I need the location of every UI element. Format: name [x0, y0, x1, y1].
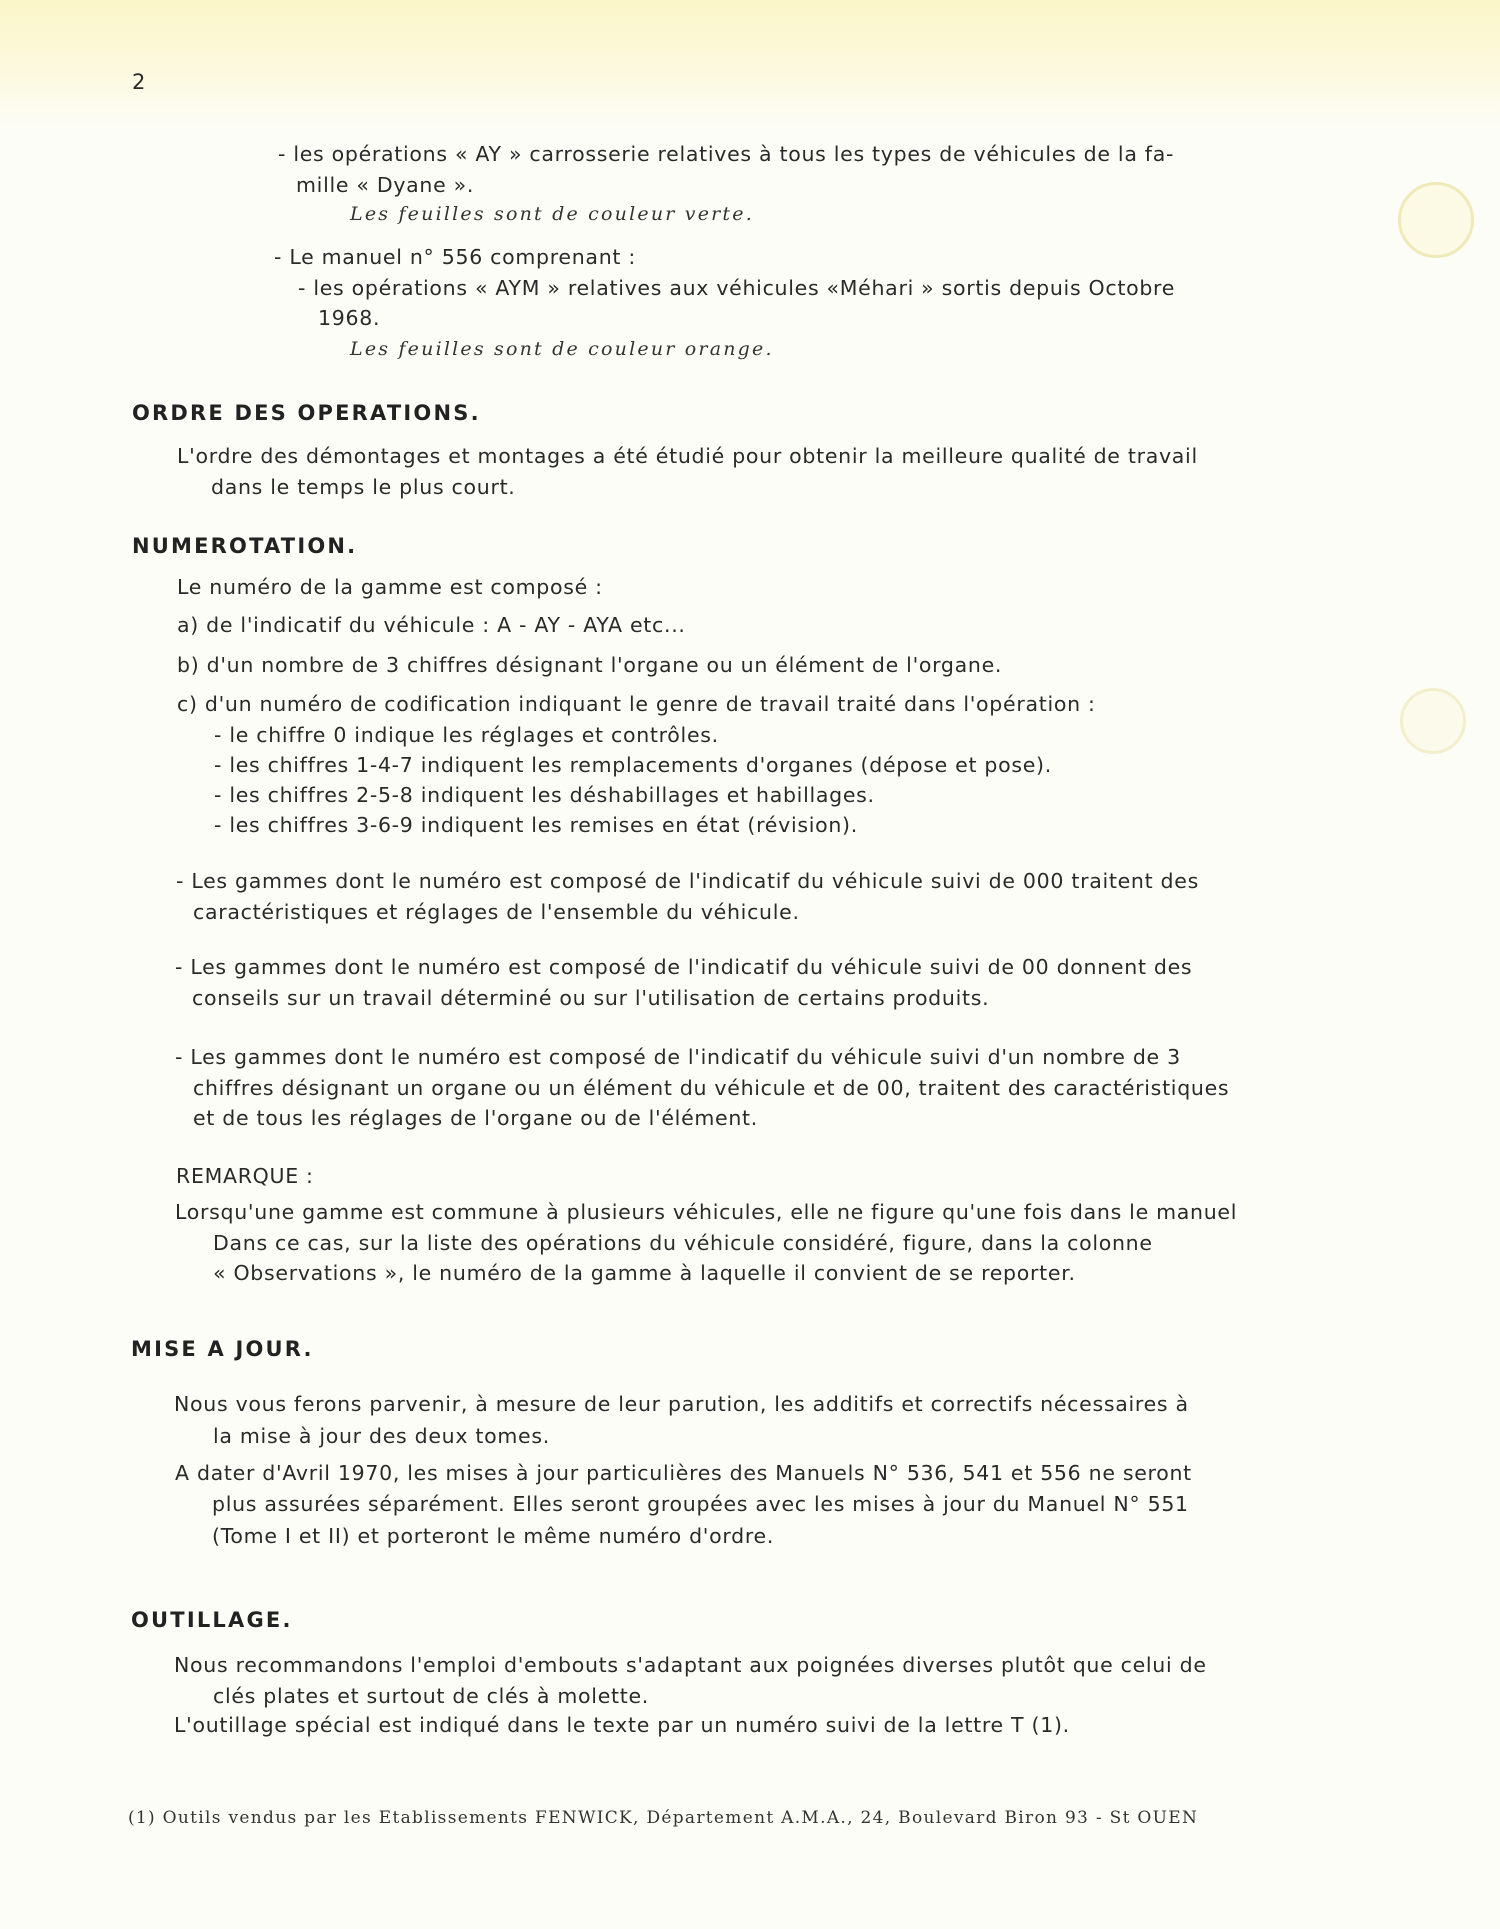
sub-list-item: - le chiffre 0 indique les réglages et contrôles.: [214, 723, 719, 747]
list-item-a: a) de l'indicatif du véhicule : A - AY - AYA etc...: [177, 613, 686, 637]
paragraph-line: et de tous les réglages de l'organe ou de l'élément.: [193, 1106, 759, 1130]
section-heading-numerotation: NUMEROTATION.: [132, 534, 358, 558]
paragraph-line: caractéristiques et réglages de l'ensemble du véhicule.: [193, 900, 800, 924]
paragraph-line: - Les gammes dont le numéro est composé de l'indicatif du véhicule suivi d'un nombre de 3: [175, 1045, 1181, 1069]
paragraph-line: plus assurées séparément. Elles seront groupées avec les mises à jour du Manuel N° 551: [212, 1492, 1189, 1516]
paragraph-line: Lorsqu'une gamme est commune à plusieurs véhicules, elle ne figure qu'une fois dans le manuel: [175, 1200, 1238, 1224]
list-item-b: b) d'un nombre de 3 chiffres désignant l'organe ou un élément de l'organe.: [177, 653, 1003, 677]
intro-line: - Le manuel n° 556 comprenant :: [274, 245, 636, 269]
paragraph-line: conseils sur un travail déterminé ou sur l'utilisation de certains produits.: [192, 986, 990, 1010]
intro-line: - les opérations « AY » carrosserie relatives à tous les types de véhicules de la fa-: [278, 142, 1175, 166]
intro-line: mille « Dyane ».: [296, 173, 475, 197]
list-item-c: c) d'un numéro de codification indiquant le genre de travail traité dans l'opération :: [177, 692, 1096, 716]
paragraph-line: L'outillage spécial est indiqué dans le texte par un numéro suivi de la lettre T (1).: [174, 1713, 1070, 1737]
page-number: 2: [132, 70, 147, 94]
section-heading-outillage: OUTILLAGE.: [131, 1608, 293, 1632]
paragraph-line: Nous vous ferons parvenir, à mesure de leur parution, les additifs et correctifs nécessaires à: [174, 1392, 1189, 1416]
paragraph-line: (Tome I et II) et porteront le même numéro d'ordre.: [212, 1524, 775, 1548]
paragraph-line: Nous recommandons l'emploi d'embouts s'adaptant aux poignées diverses plutôt que celui de: [174, 1653, 1207, 1677]
sub-list-item: - les chiffres 1-4-7 indiquent les remplacements d'organes (dépose et pose).: [214, 753, 1052, 777]
paragraph-line: - Les gammes dont le numéro est composé de l'indicatif du véhicule suivi de 000 traitent des: [176, 869, 1199, 893]
paragraph-line: A dater d'Avril 1970, les mises à jour particulières des Manuels N° 536, 541 et 556 ne seront: [175, 1461, 1192, 1485]
remarque-label: REMARQUE :: [176, 1164, 314, 1188]
paragraph-line: chiffres désignant un organe ou un élément du véhicule et de 00, traitent des caractéristiques: [193, 1076, 1230, 1100]
sub-list-item: - les chiffres 3-6-9 indiquent les remises en état (révision).: [214, 813, 858, 837]
paragraph-line: L'ordre des démontages et montages a été étudié pour obtenir la meilleure qualité de travail: [177, 444, 1198, 468]
section-heading-ordre: ORDRE DES OPERATIONS.: [132, 401, 481, 425]
section-heading-mise-a-jour: MISE A JOUR.: [131, 1337, 314, 1361]
intro-line: 1968.: [318, 306, 381, 330]
intro-line: - les opérations « AYM » relatives aux véhicules «Méhari » sortis depuis Octobre: [298, 276, 1176, 300]
paragraph-line: Dans ce cas, sur la liste des opérations du véhicule considéré, figure, dans la colonne: [213, 1231, 1153, 1255]
footnote: (1) Outils vendus par les Etablissements FENWICK, Département A.M.A., 24, Boulevard Biron 93 - St OUEN: [128, 1808, 1199, 1828]
paragraph-line: dans le temps le plus court.: [211, 475, 516, 499]
color-note-green: Les feuilles sont de couleur verte.: [350, 203, 754, 225]
paragraph-line: « Observations », le numéro de la gamme à laquelle il convient de se reporter.: [213, 1261, 1076, 1285]
paragraph-line: la mise à jour des deux tomes.: [213, 1424, 550, 1448]
paragraph-line: Le numéro de la gamme est composé :: [177, 575, 603, 599]
sub-list-item: - les chiffres 2-5-8 indiquent les déshabillages et habillages.: [214, 783, 875, 807]
color-note-orange: Les feuilles sont de couleur orange.: [350, 338, 774, 360]
paragraph-line: - Les gammes dont le numéro est composé de l'indicatif du véhicule suivi de 00 donnent des: [175, 955, 1193, 979]
paragraph-line: clés plates et surtout de clés à molette.: [213, 1684, 650, 1708]
